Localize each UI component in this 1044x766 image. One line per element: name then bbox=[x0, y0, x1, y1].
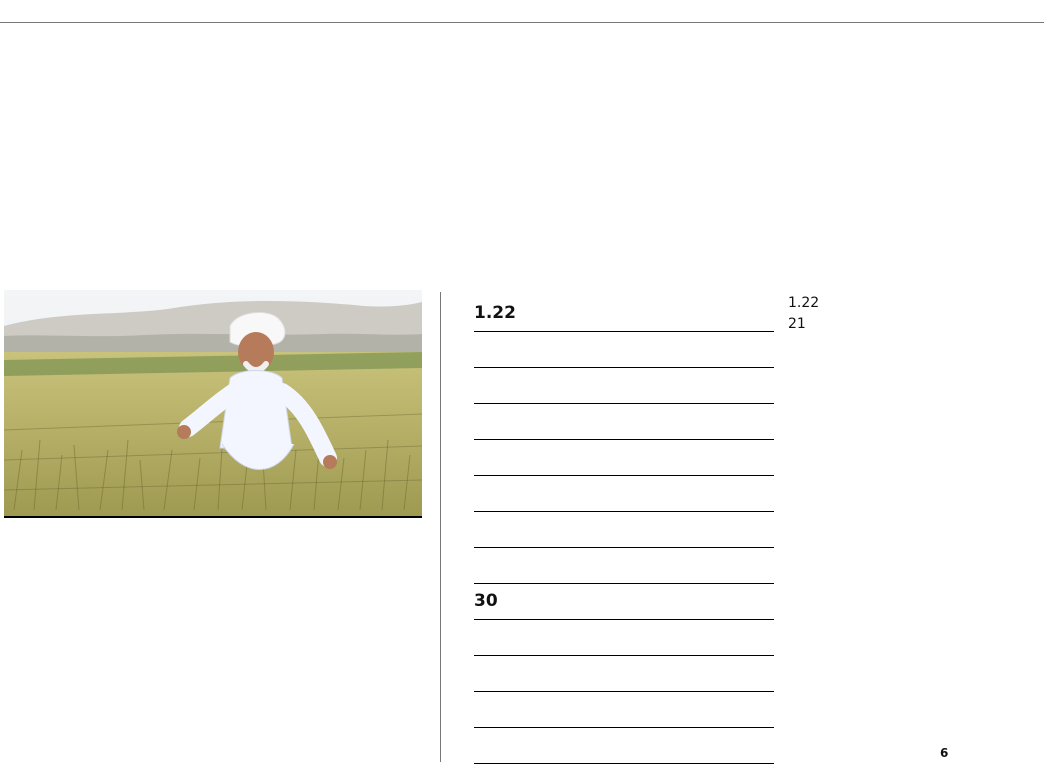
bullet-item-1: 1.22 bbox=[474, 295, 774, 332]
bullet-item-11 bbox=[474, 655, 774, 692]
bullet-item-10 bbox=[474, 619, 774, 656]
bullet-item-7 bbox=[474, 511, 774, 548]
bullet-item-9: 30 bbox=[474, 583, 774, 620]
article-line: 21 bbox=[788, 316, 806, 332]
bullet-item-4 bbox=[474, 403, 774, 440]
bullet-item-3 bbox=[474, 367, 774, 404]
box-paragraph bbox=[6, 578, 420, 728]
bullet-item-6 bbox=[474, 475, 774, 512]
top-rule bbox=[0, 22, 1044, 23]
farmer-field-illustration bbox=[4, 290, 422, 516]
bullet-item-2 bbox=[474, 331, 774, 368]
article-body bbox=[788, 293, 1038, 763]
article-line: 1.22 bbox=[788, 295, 820, 311]
box-title bbox=[6, 536, 420, 576]
bullet-item-8 bbox=[474, 547, 774, 584]
sub-headline bbox=[0, 205, 1044, 285]
bullet-list bbox=[474, 295, 780, 765]
bullet-item-5 bbox=[474, 439, 774, 476]
farmer-photo bbox=[4, 290, 422, 518]
bullet-item-13 bbox=[474, 727, 774, 764]
continued-on-page: 6 bbox=[940, 746, 949, 760]
bullet-item-12 bbox=[474, 691, 774, 728]
column-divider bbox=[440, 292, 441, 762]
main-headline bbox=[14, 70, 1034, 182]
